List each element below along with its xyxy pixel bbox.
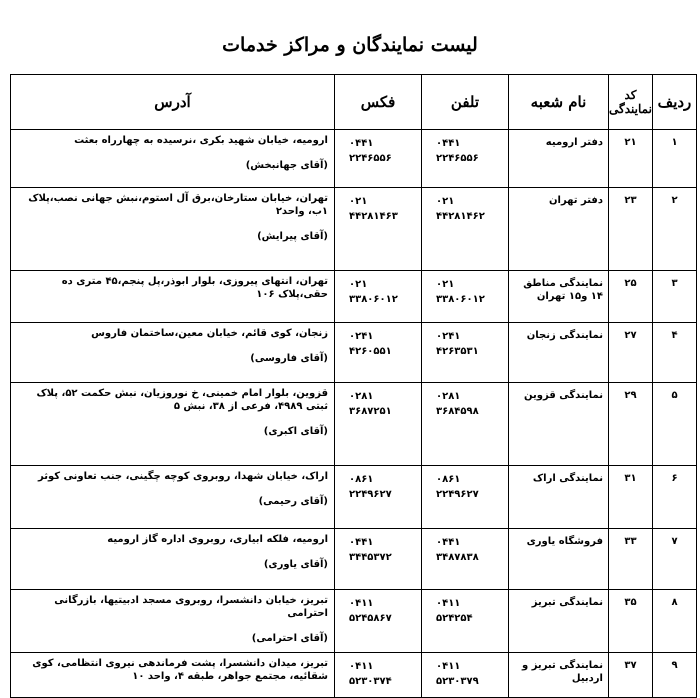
row-code: ۳۳ [609,529,653,590]
address-text: تبریز، میدان دانشسرا، پشت فرماندهی نیروی انتظامی، کوی شقائیه، مجتمع جواهر، طبقه ۴، واحد ۱۰ [32,658,328,682]
row-address [11,590,335,653]
row-phone [422,323,509,383]
fax-prefix: ۰۲۱ [349,196,368,207]
row-address [11,188,335,271]
table-row [11,383,697,466]
address-text: تهران، انتهای پیروزی، بلوار ابوذر،پل پنجم،۴۵ متری ده حقی،پلاک ۱۰۶ [61,276,328,300]
phone-prefix: ۰۲۸۱ [436,391,461,402]
phone-prefix: ۰۴۴۱ [436,537,461,548]
fax-number: ۲۲۴۹۶۲۷ [349,489,392,500]
contact-name: (آقای احترامی) [251,633,328,644]
row-phone [422,466,509,529]
row-fax [335,466,422,529]
address-text: زنجان، کوی قائم، خیابان معین،ساختمان فاروس [91,328,328,339]
row-code: ۲۱ [609,130,653,188]
row-number: ۳ [653,271,697,323]
phone-prefix: ۰۴۱۱ [436,661,461,672]
phone-prefix: ۰۲۱ [436,279,455,290]
phone-prefix: ۰۲۱ [436,196,455,207]
row-number: ۱ [653,130,697,188]
contact-name: (آقای یاوری) [263,559,328,570]
phone-prefix: ۰۴۴۱ [436,138,461,149]
row-phone [422,590,509,653]
contact-name: (آقای اکبری) [263,426,328,437]
row-number: ۸ [653,590,697,653]
row-branch: دفتر تهران [509,188,609,271]
address-text: قزوین، بلوار امام خمینی، خ نوروزیان، نبش حکمت ۵۲، پلاک ثبتی ۴۹۸۹، فرعی از ۳۸، نبش ۵ [36,388,328,412]
fax-number: ۵۲۳۰۳۷۴ [349,676,392,687]
table-row [11,130,697,188]
phone-number: ۵۲۳۰۳۷۹ [436,676,479,687]
row-address [11,323,335,383]
row-fax [335,383,422,466]
header-address: آدرس [11,75,335,130]
phone-prefix: ۰۴۱۱ [436,598,461,609]
row-code: ۳۷ [609,653,653,698]
row-address [11,529,335,590]
fax-number: ۴۲۶۰۵۵۱ [349,346,392,357]
row-address [11,466,335,529]
row-phone [422,130,509,188]
phone-prefix: ۰۲۴۱ [436,331,461,342]
phone-number: ۳۴۸۷۸۳۸ [436,552,479,563]
row-fax [335,188,422,271]
row-branch: نمایندگی اراک [509,466,609,529]
row-number: ۲ [653,188,697,271]
address-text: ارومیه، فلکه ابیاری، روبروی اداره گاز ارومیه [107,534,328,545]
row-phone [422,529,509,590]
header-row-number: ردیف [653,75,697,130]
header-code: کد نمایندگی [609,75,653,130]
header-phone: تلفن [422,75,509,130]
fax-number: ۲۲۴۶۵۵۶ [349,153,392,164]
row-branch: نمایندگی مناطق ۱۴ و۱۵ تهران [509,271,609,323]
address-text: تبریز، خیابان دانشسرا، روبروی مسجد ادبیتیها، بازرگانی احترامی [54,595,328,619]
row-number: ۴ [653,323,697,383]
row-phone [422,188,509,271]
contact-name: (آقای رحیمی) [258,496,328,507]
header-fax: فکس [335,75,422,130]
address-text: تهران، خیابان ستارخان،برق آل استوم،نبش جهانی نصب،پلاک ۱ب، واحد۲ [28,193,328,217]
phone-prefix: ۰۸۶۱ [436,474,461,485]
fax-prefix: ۰۸۶۱ [349,474,374,485]
fax-number: ۳۴۴۵۳۷۲ [349,552,392,563]
row-fax [335,529,422,590]
table-row [11,188,697,271]
row-number: ۵ [653,383,697,466]
row-branch: فروشگاه یاوری [509,529,609,590]
contact-name: (آقای جهانبخش) [245,160,328,171]
phone-number: ۴۴۲۸۱۴۶۲ [436,211,485,222]
table-header-row [11,75,697,130]
phone-number: ۳۶۸۴۵۹۸ [436,406,479,417]
fax-prefix: ۰۲۴۱ [349,331,374,342]
header-branch: نام شعبه [509,75,609,130]
fax-prefix: ۰۲۱ [349,279,368,290]
table-row [11,529,697,590]
row-code: ۲۳ [609,188,653,271]
address-text: اراک، خیابان شهدا، روبروی کوچه چگینی، جنب تعاونی کوثر [38,471,328,482]
fax-number: ۴۴۲۸۱۴۶۳ [349,211,398,222]
fax-number: ۳۳۸۰۶۰۱۲ [349,294,398,305]
page-title: لیست نمایندگان و مراکز خدمات [222,34,478,56]
table-row [11,590,697,653]
row-phone [422,383,509,466]
fax-prefix: ۰۴۴۱ [349,138,374,149]
fax-prefix: ۰۴۱۱ [349,598,374,609]
row-address [11,383,335,466]
row-code: ۳۵ [609,590,653,653]
fax-prefix: ۰۲۸۱ [349,391,374,402]
row-branch: نمایندگی تبریز و اردبیل [509,653,609,698]
phone-number: ۲۲۴۹۶۲۷ [436,489,479,500]
fax-number: ۵۲۴۵۸۶۷ [349,613,392,624]
row-fax [335,590,422,653]
row-branch: نمایندگی تبریز [509,590,609,653]
row-address [11,130,335,188]
row-fax [335,323,422,383]
row-address [11,271,335,323]
representatives-table [10,74,697,698]
row-fax [335,130,422,188]
contact-name: (آقای پیرایش) [257,231,328,242]
fax-number: ۳۶۸۷۲۵۱ [349,406,392,417]
row-fax [335,271,422,323]
table-row [11,466,697,529]
row-code: ۳۱ [609,466,653,529]
row-code: ۲۹ [609,383,653,466]
phone-number: ۳۳۸۰۶۰۱۲ [436,294,485,305]
row-branch: نمایندگی قزوین [509,383,609,466]
row-branch: نمایندگی زنجان [509,323,609,383]
row-number: ۷ [653,529,697,590]
row-code: ۲۵ [609,271,653,323]
address-text: ارومیه، خیابان شهید بکری ،نرسیده به چهارراه بعثت [74,135,328,146]
row-number: ۶ [653,466,697,529]
phone-number: ۲۲۴۶۵۵۶ [436,153,479,164]
fax-prefix: ۰۴۴۱ [349,537,374,548]
table-row [11,271,697,323]
table-row [11,323,697,383]
row-branch: دفتر ارومیه [509,130,609,188]
phone-number: ۴۲۶۳۵۳۱ [436,346,479,357]
row-number: ۹ [653,653,697,698]
phone-number: ۵۲۴۲۵۴ [436,613,473,624]
contact-name: (آقای فاروسی) [250,353,328,364]
row-phone [422,271,509,323]
fax-prefix: ۰۴۱۱ [349,661,374,672]
row-code: ۲۷ [609,323,653,383]
